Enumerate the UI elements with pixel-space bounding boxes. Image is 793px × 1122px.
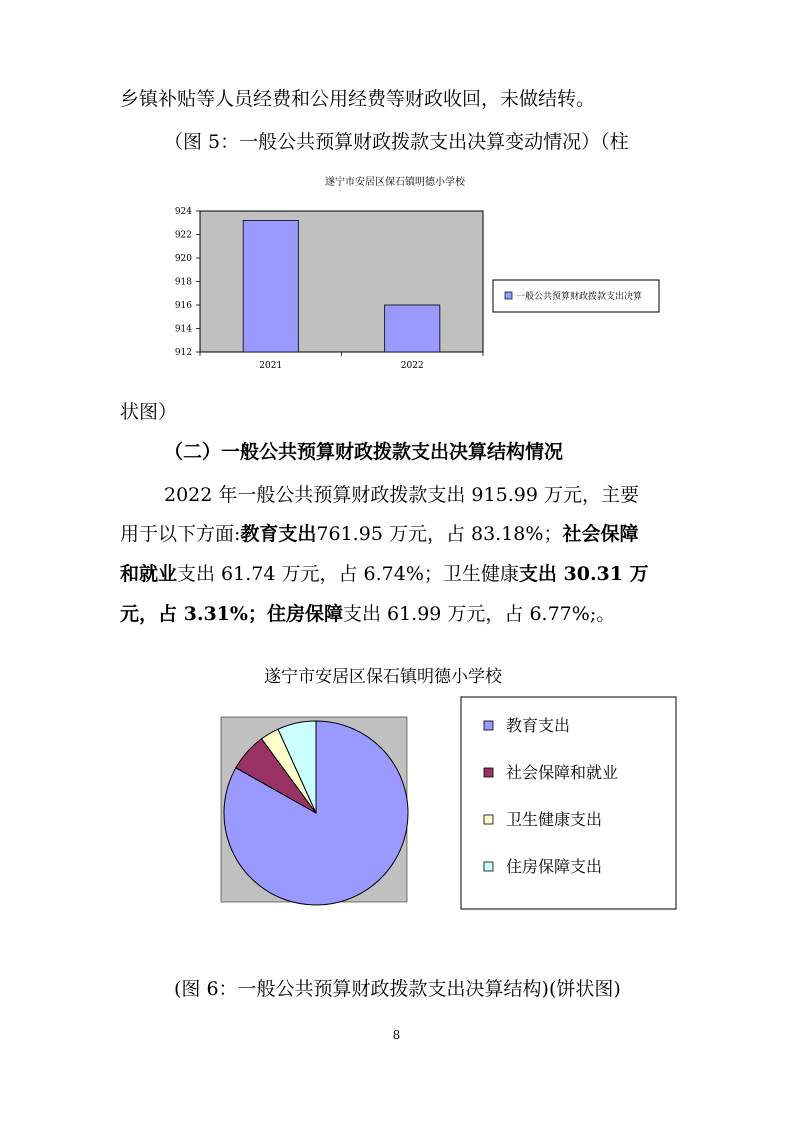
bar-ytick-label: 912 — [174, 348, 192, 358]
bar-2021 — [243, 220, 298, 352]
p2-l2-c: 761.95 万元，占 83.18%； — [316, 523, 563, 545]
paragraph2-line4 — [120, 601, 615, 627]
pie-legend-swatch — [484, 768, 493, 777]
bar-ytick-label: 920 — [174, 254, 192, 264]
paragraph2-line3 — [120, 561, 649, 587]
paragraph2-line1: 2022 年一般公共预算财政拨款支出 915.99 万元，主要 — [164, 484, 639, 506]
p2-l4-b: 支出 61.99 万元，占 6.77%;。 — [342, 603, 616, 625]
paragraph-top-line: 乡镇补贴等人员经费和公用经费等财政收回，未做结转。 — [120, 88, 596, 110]
p2-l3-b: 支出 61.74 万元，占 6.74%；卫生健康 — [177, 563, 519, 585]
pie-legend-swatch — [484, 862, 493, 871]
p2-l3-c: 支出 30.31 万 — [518, 563, 649, 585]
bar-xtick-label: 2021 — [259, 361, 283, 371]
p2-l3-a: 和就业 — [120, 563, 178, 585]
figure5-caption-line2: 状图） — [120, 401, 178, 423]
bar-chart-title: 遂宁市安居区保石镇明德小学校 — [325, 177, 465, 188]
bar-ytick-label: 924 — [174, 207, 192, 217]
bar-ytick-label: 918 — [174, 277, 192, 288]
bar-ytick-label: 914 — [174, 324, 192, 335]
pie-legend-swatch — [484, 815, 493, 824]
p2-l2-b: 教育支出 — [240, 523, 317, 545]
pie-legend-label: 教育支出 — [506, 716, 571, 735]
section-heading: （二）一般公共预算财政拨款支出决算结构情况 — [164, 441, 564, 463]
bar-ytick-label: 916 — [174, 301, 192, 311]
page-number: 8 — [392, 1028, 401, 1042]
bar-legend-label: 一般公共预算财政拨款支出决算 — [516, 292, 643, 302]
pie-chart-title: 遂宁市安居区保石镇明德小学校 — [264, 667, 502, 687]
pie-legend-label: 住房保障支出 — [506, 857, 603, 876]
paragraph2-line2 — [120, 521, 638, 547]
bar-ytick-label: 922 — [174, 230, 192, 241]
bar-legend-swatch — [505, 292, 512, 299]
p2-l2-d: 社会保障 — [562, 523, 639, 545]
bar-chart — [0, 168, 793, 388]
bar-xtick-label: 2022 — [400, 361, 424, 371]
p2-l4-a: 元，占 3.31%；住房保障 — [120, 603, 343, 625]
bar-2022 — [385, 305, 440, 352]
pie-legend-label: 卫生健康支出 — [506, 810, 603, 829]
p2-l2-a: 用于以下方面: — [120, 523, 241, 545]
figure5-caption-line1: （图 5：一般公共预算财政拨款支出决算变动情况）（柱 — [164, 131, 629, 153]
pie-chart — [0, 660, 793, 920]
bar-plot-area — [200, 211, 483, 352]
figure6-caption: (图 6：一般公共预算财政拨款支出决算结构)(饼状图) — [174, 978, 621, 1000]
pie-legend-label: 社会保障和就业 — [506, 763, 619, 782]
pie-legend-swatch — [484, 721, 493, 730]
